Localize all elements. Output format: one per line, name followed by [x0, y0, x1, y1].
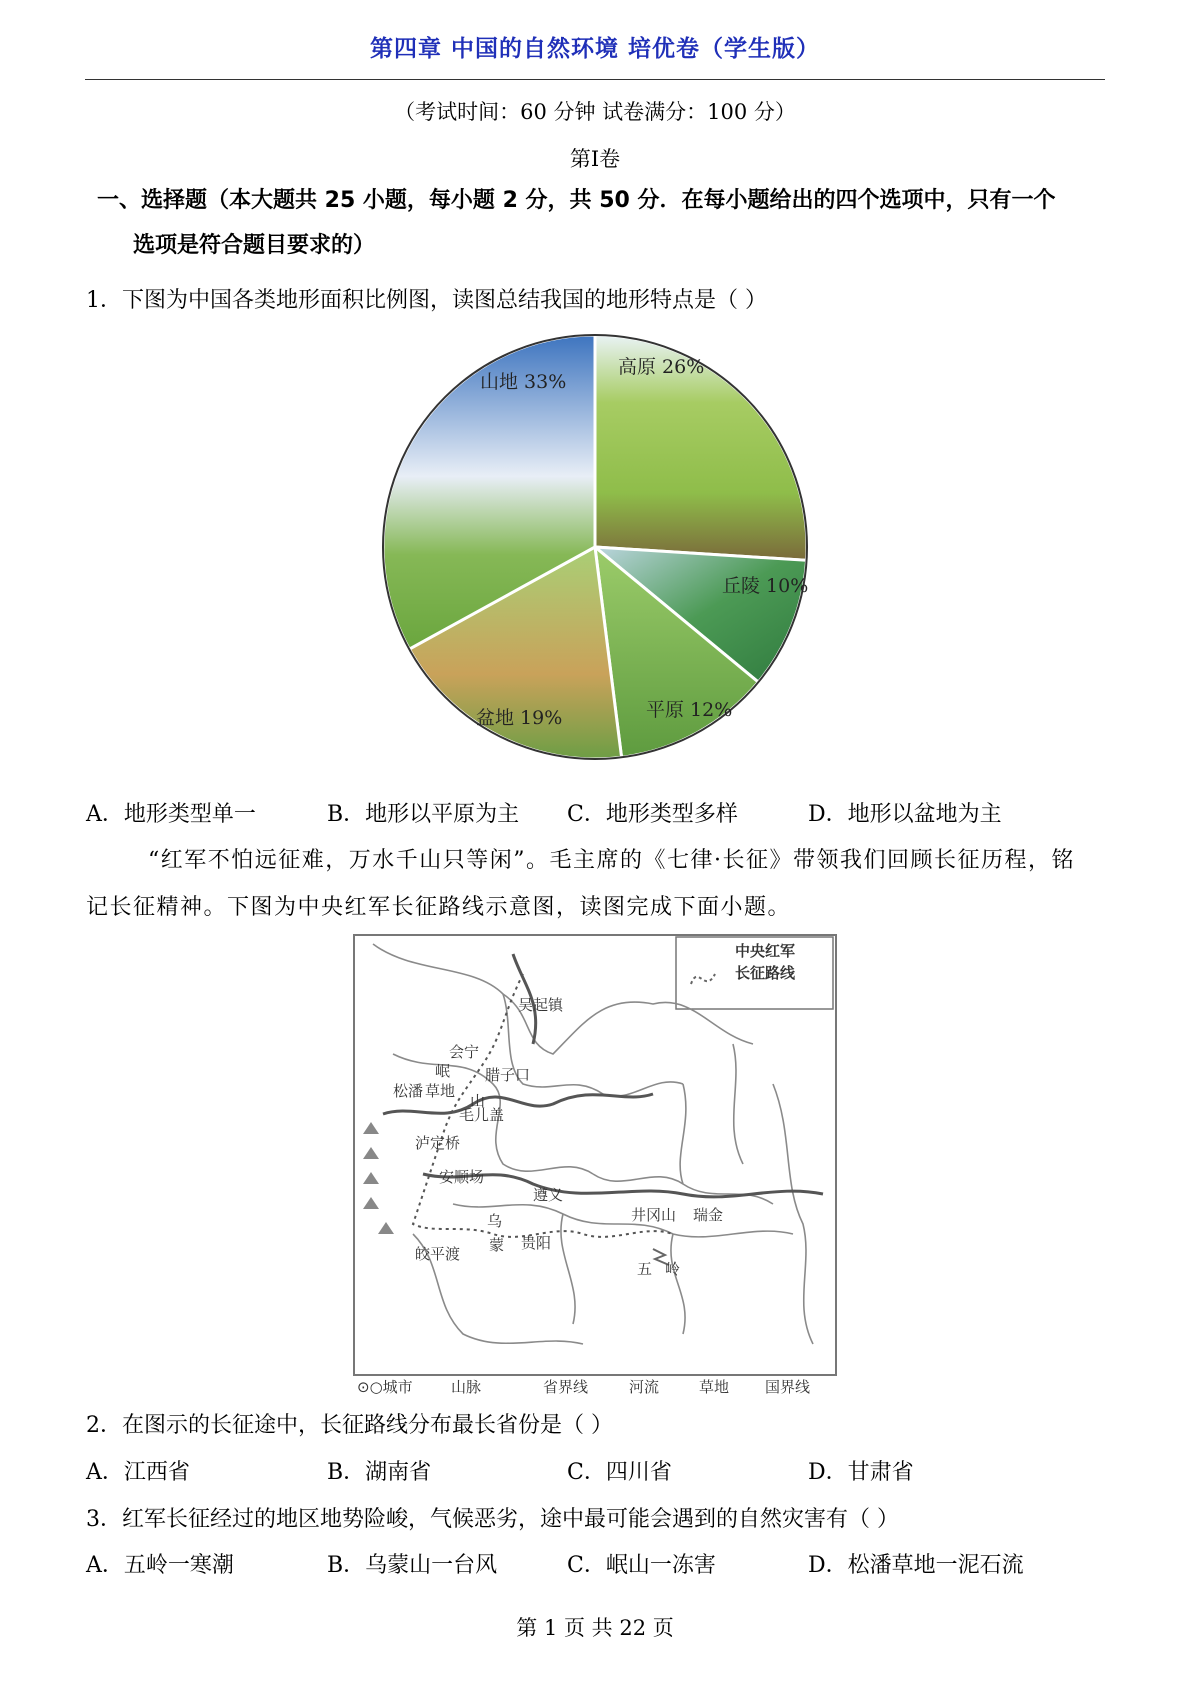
map-label-wu-ling-1: 五: [637, 1260, 653, 1278]
legend-title-2: 长征路线: [735, 964, 796, 982]
map-label-ludingqiao: 泸定桥: [415, 1134, 461, 1152]
map-label-min: 岷: [435, 1062, 451, 1080]
q2-option-a: A．江西省: [86, 1460, 190, 1485]
legend-title-1: 中央红军: [735, 942, 796, 960]
map-label-wu: 乌: [487, 1212, 503, 1230]
section-heading-line1: 一、选择题（本大题共 25 小题，每小题 2 分，共 50 分．在每小题给出的四个选项中，只有一个: [97, 188, 1056, 213]
long-march-route-map: [353, 934, 837, 1396]
map-label-grass: 草地: [425, 1082, 456, 1100]
map-label-zunyi: 遵义: [533, 1186, 564, 1204]
terrain-pie-chart: [370, 322, 820, 772]
section-heading-line2: 选项是符合题目要求的）: [133, 233, 376, 258]
legend-grassland: 草地: [699, 1378, 730, 1396]
legend-province-border: 省界线: [543, 1378, 589, 1396]
legend-mountain: 山脉: [451, 1378, 482, 1396]
q2-option-d: D．甘肃省: [808, 1460, 914, 1485]
map-label-lazikou: 腊子口: [485, 1066, 531, 1084]
map-label-wu-ling-2: 岭: [665, 1260, 681, 1278]
q1-option-b: B．地形以平原为主: [327, 802, 520, 827]
q3-option-d: D．松潘草地一泥石流: [808, 1553, 1024, 1578]
question-1-stem: 1．下图为中国各类地形面积比例图，读图总结我国的地形特点是（ ）: [86, 288, 767, 313]
pie-label-basin: 盆地 19%: [476, 707, 563, 729]
page-footer: 第 1 页 共 22 页: [516, 1616, 674, 1640]
map-label-shan: 山: [470, 1092, 486, 1110]
q1-option-d: D．地形以盆地为主: [808, 802, 1002, 827]
map-label-huining: 会宁: [449, 1043, 480, 1061]
legend-river: 河流: [629, 1378, 660, 1396]
map-label-anshunchang: 安顺场: [439, 1168, 485, 1186]
question-3-stem: 3．红军长征经过的地区地势险峻，气候恶劣，途中最可能会遇到的自然灾害有（ ）: [86, 1507, 899, 1532]
map-label-guiyang: 贵阳: [521, 1234, 552, 1252]
question-2-stem: 2．在图示的长征途中，长征路线分布最长省份是（ ）: [86, 1413, 613, 1438]
q3-option-a: A．五岭一寒潮: [86, 1553, 234, 1578]
map-label-ruijin: 瑞金: [693, 1206, 724, 1224]
passage-line1: “红军不怕远征难，万水千山只等闲”。毛主席的《七律·长征》带领我们回顾长征历程，铭: [148, 848, 1075, 873]
map-bottom-legend: [357, 1378, 810, 1396]
q2-option-c: C．四川省: [567, 1460, 672, 1485]
q3-option-b: B．乌蒙山一台风: [327, 1553, 498, 1578]
pie-label-plateau: 高原 26%: [618, 356, 705, 378]
page-header-title: 第四章 中国的自然环境 培优卷（学生版）: [369, 36, 820, 62]
q1-option-a: A．地形类型单一: [86, 802, 256, 827]
pie-label-mountain: 山地 33%: [480, 371, 567, 393]
legend-national-border: 国界线: [765, 1378, 811, 1396]
map-label-wuqizhen: 吴起镇: [518, 996, 564, 1014]
q2-option-b: B．湖南省: [327, 1460, 432, 1485]
pie-label-plain: 平原 12%: [646, 699, 733, 721]
map-label-songpan: 松潘: [393, 1082, 424, 1100]
legend-city: ⊙○城市: [357, 1378, 413, 1396]
q1-option-c: C．地形类型多样: [567, 802, 738, 827]
pie-label-hills: 丘陵 10%: [722, 575, 809, 597]
q3-option-c: C．岷山一冻害: [567, 1553, 716, 1578]
header-divider: [85, 79, 1105, 80]
map-label-meng: 蒙: [489, 1236, 505, 1254]
map-label-jiaopingdu: 皎平渡: [415, 1245, 461, 1263]
volume-label: 第Ⅰ卷: [569, 147, 621, 171]
exam-info: （考试时间：60 分钟 试卷满分：100 分）: [394, 100, 796, 124]
map-label-maoergai: 毛儿盖: [459, 1106, 505, 1124]
map-label-jinggangshan: 井冈山: [631, 1206, 677, 1224]
passage-line2: 记长征精神。下图为中央红军长征路线示意图，读图完成下面小题。: [86, 895, 792, 920]
